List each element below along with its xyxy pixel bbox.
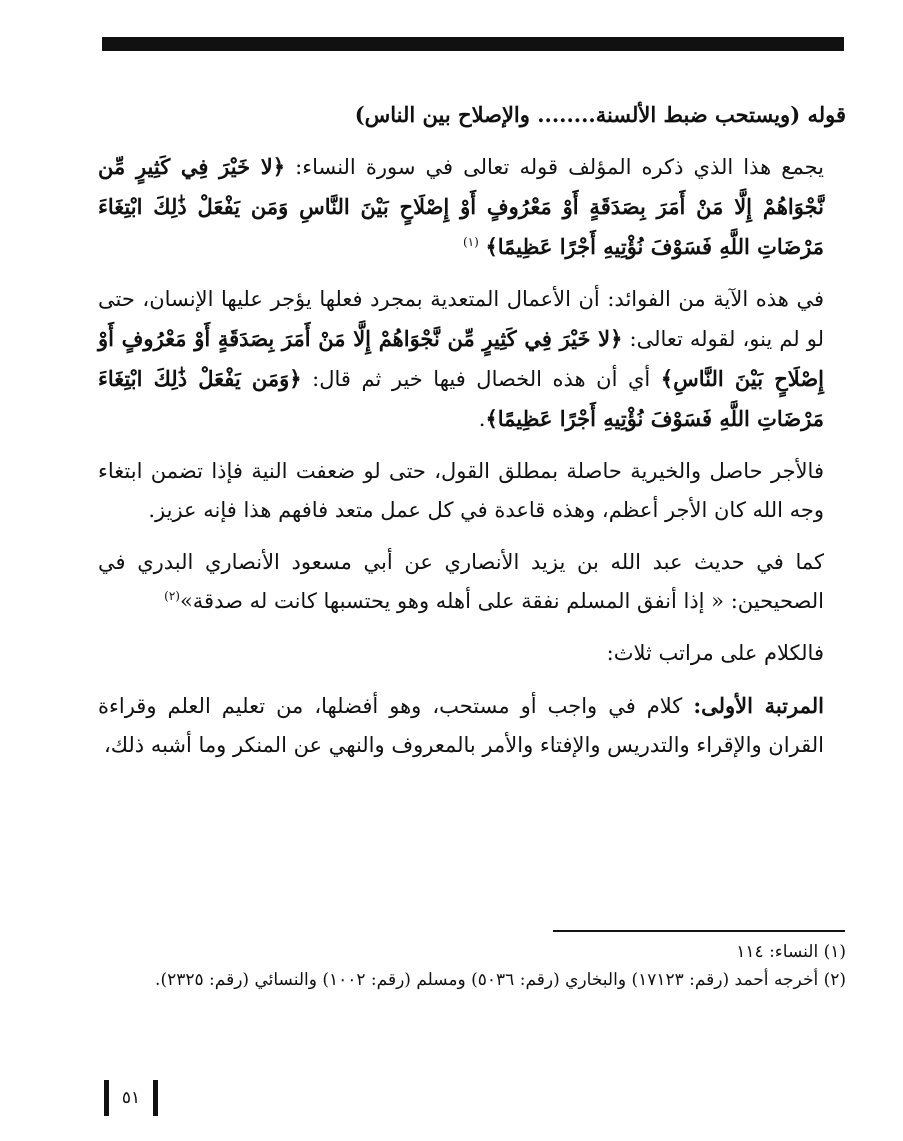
paragraph-3: فالأجر حاصل والخيرية حاصلة بمطلق القول، حتى لو ضعفت النية فإذا تضمن ابتغاء وجه الله كان الأجر أعظم، وهذه قاعدة في كل عمل متعد فافهم هذا فإنه عزيز.: [98, 459, 824, 522]
header-rule: [102, 37, 844, 51]
paragraph-4: [98, 543, 846, 621]
footnotes: [98, 938, 846, 994]
paragraph-2: [98, 280, 846, 439]
paragraph-2-end: .: [478, 407, 486, 431]
footnote-2: (٢) أخرجه أحمد (رقم: ١٧١٢٣) والبخاري (رقم: ٥٠٣٦) ومسلم (رقم: ١٠٠٢) والنسائي (رقم: ٢٣٢٥).: [155, 970, 846, 990]
paragraph-2-text-a: في هذه الآية من الفوائد: أن الأعمال المتعدية بمجرد فعلها يؤجر عليها الإنسان، حتى لو لم ينو، لقوله تعالى:: [98, 287, 824, 351]
quran-verse-3: ﴿وَمَن يَفْعَلْ ذَٰلِكَ ابْتِغَاءَ مَرْضَاتِ اللَّهِ فَسَوْفَ نُؤْتِيهِ أَجْرًا عَظِيمًا﴾: [98, 366, 824, 431]
footnote-1: (١) النساء: ١١٤: [736, 942, 846, 962]
paragraph-1-intro: يجمع هذا الذي ذكره المؤلف قوله تعالى في سورة النساء:: [285, 155, 824, 179]
paragraph-6-text: كلام في واجب أو مستحب، وهو أفضلها، من تعليم العلم وقراءة القران والإقراء والتدريس والإفتاء والأمر بالمعروف والنهي عن المنكر وما أشبه ذلك،: [98, 694, 824, 757]
paragraph-6: [98, 686, 846, 765]
paragraph-2-text-b: أي أن هذه الخصال فيها خير ثم قال:: [301, 367, 661, 391]
paragraph-5: فالكلام على مراتب ثلاث:: [606, 641, 824, 665]
rank-one-label: المرتبة الأولى:: [693, 693, 824, 718]
page-number: ٥١: [104, 1080, 158, 1116]
page-body: [98, 95, 846, 765]
footnote-ref-2[interactable]: (٢): [164, 589, 180, 603]
footnote-ref-1[interactable]: (١): [462, 235, 479, 249]
quran-verse-2: ﴿لا خَيْرَ فِي كَثِيرٍ مِّن نَّجْوَاهُمْ إِلَّا مَنْ أَمَرَ بِصَدَقَةٍ أَوْ مَعْرُوفٍ أَوْ إِصْلَاحٍ بَيْنَ النَّاسِ﴾: [98, 326, 824, 391]
footnote-separator: [553, 930, 845, 932]
paragraph-4-text: كما في حديث عبد الله بن يزيد الأنصاري عن أبي مسعود الأنصاري البدري في الصحيحين: « إذا أنفق المسلم نفقة على أهله وهو يحتسبها كانت له صدقة»: [98, 550, 824, 613]
quran-verse-1: ﴿لا خَيْرَ فِي كَثِيرٍ مِّن نَّجْوَاهُمْ إِلَّا مَنْ أَمَرَ بِصَدَقَةٍ أَوْ مَعْرُوفٍ أَوْ إِصْلَاحٍ بَيْنَ النَّاسِ وَمَن يَفْعَلْ ذَٰلِكَ ابْتِغَاءَ مَرْضَاتِ اللَّهِ فَسَوْفَ نُؤْتِيهِ أَجْرًا عَظِيمًا﴾: [98, 154, 824, 259]
section-heading: قوله (ويستحب ضبط الألسنة........ والإصلاح بين الناس): [354, 102, 846, 127]
paragraph-1: [98, 147, 846, 267]
